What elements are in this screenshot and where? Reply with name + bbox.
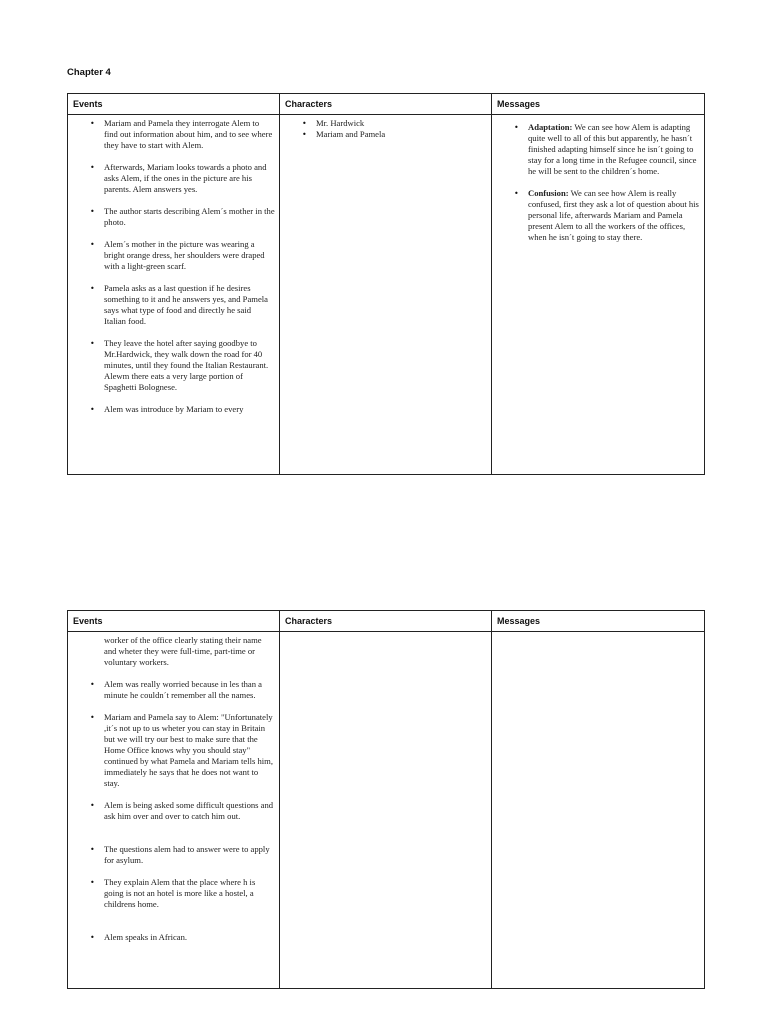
table-header-row [68,611,705,632]
message-text: We can see how Alem is adapting quite well to all of this but apparently, he hasn´t finished adapting himself since he isn´t going to stay for a long time in the Refugee council, since he will be sent to the children´s home. [528,122,697,176]
continued-event-text: worker of the office clearly stating their name and wheter they were full-time, part-time or voluntary workers. [104,635,262,667]
characters-list [284,118,487,140]
table-row [68,115,705,475]
list-item: • Mariam and Pamela they interrogate Alem to find out information about him, and to see where they have to start with Alem. [104,118,275,151]
messages-cell [492,632,705,989]
messages-cell [492,115,705,475]
list-item: • Alem was introduce by Mariam to every [104,404,275,415]
messages-header: Messages [492,611,705,632]
list-item: • The questions alem had to answer were to apply for asylum. [104,844,275,866]
list-item: • Alem speaks in African. [104,932,275,943]
chapter-table-1 [67,93,705,475]
characters-header: Characters [280,611,492,632]
table-row [68,632,705,989]
characters-cell [280,115,492,475]
message-key: Confusion: [528,188,569,198]
table-header-row [68,94,705,115]
message-key: Adaptation: [528,122,573,132]
list-item: • Mariam and Pamela [316,129,487,140]
list-item [528,188,700,243]
events-header: Events [68,611,280,632]
chapter-title: Chapter 4 [67,67,111,78]
events-cell [68,632,280,989]
characters-cell [280,632,492,989]
events-cell [68,115,280,475]
events-list [72,118,275,415]
characters-header: Characters [280,94,492,115]
list-item: • Alem was really worried because in les than a minute he couldn´t remember all the names. [104,679,275,701]
list-item: • Alem´s mother in the picture was wearing a bright orange dress, her shoulders were draped with a light-green scarf. [104,239,275,272]
list-item: • The author starts describing Alem´s mother in the photo. [104,206,275,228]
chapter-table-2 [67,610,705,989]
list-item: • Mr. Hardwick [316,118,487,129]
list-item: • They leave the hotel after saying goodbye to Mr.Hardwick, they walk down the road for 40 minutes, until they found the Italian Restaurant. Alewm there eats a very large portion of Spaghetti Bolognese. [104,338,275,393]
list-item: • They explain Alem that the place where h is going is not an hotel is more like a hostel, a childrens home. [104,877,275,910]
events-header: Events [68,94,280,115]
message-text: We can see how Alem is really confused, first they ask a lot of question about his personal life, afterwards Mariam and Pamela present Alem to all the workers of the offices, when he isn´t going to stay there. [528,188,699,242]
events-list [72,679,275,943]
messages-header: Messages [492,94,705,115]
messages-list [496,122,700,243]
list-item: • Mariam and Pamela say to Alem: "Unfortunately ,it´s not up to us wheter you can stay in Britain but we will try our best to make sure that the Home Office knows why you should stay" continued by what Pamela and Mariam tells him, immediately he says that he does not want to stay. [104,712,275,789]
list-item [528,122,700,177]
list-item: • Alem is being asked some difficult questions and ask him over and over to catch him out. [104,800,275,822]
list-item: • Afterwards, Mariam looks towards a photo and asks Alem, if the ones in the picture are his parents. Alem answers yes. [104,162,275,195]
list-item: • Pamela asks as a last question if he desires something to it and he answers yes, and Pamela says what type of food and directly he said Italian food. [104,283,275,327]
